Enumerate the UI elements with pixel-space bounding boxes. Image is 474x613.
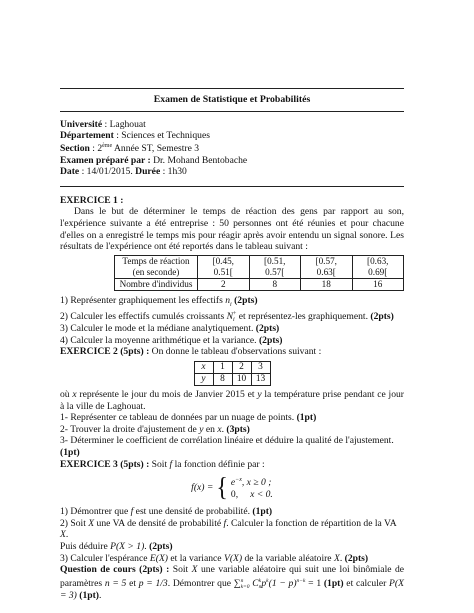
table-cell: [0.45, 0.51[: [198, 255, 250, 278]
table-cell: 2: [232, 362, 251, 374]
department-line: Département : Sciences et Techniques: [60, 130, 210, 141]
exam-title: Examen de Statistique et Probabilités: [153, 94, 311, 105]
date-line: Date : 14/01/2015. Durée : 1h30: [60, 166, 187, 178]
exam-info-block: [60, 112, 404, 186]
course-question: Question de cours (2pts) : Soit X une variable aléatoire qui suit une loi binômiale de paramètres n = 5 et p = 1/3. Démontrer que ∑ n k=0 C k n $p^k(1 - p)^{n-k} = 1$ (1pt) et calculer P(X = 3) (1pt).: [60, 564, 405, 601]
table-cell: 8: [249, 278, 301, 290]
author-line: Examen préparé par : Dr. Mohand Bentobache: [60, 155, 248, 166]
exercise-2-question-1: 1- Représenter ce tableau de données par un nuage de points. (1pt): [60, 412, 317, 424]
table-row: [115, 278, 404, 290]
table-row: [115, 255, 404, 278]
exercise-1-question-3: 3) Calculer le mode et la médiane analytiquement. (2pts): [60, 323, 280, 335]
info-rule: [60, 186, 404, 187]
table-cell: [0.63, 0.69[: [352, 255, 404, 278]
observations-table: [194, 361, 271, 386]
table-cell: 1: [213, 362, 232, 374]
exercise-1-question-2: 2) Calculer les effectifs cumulés croissants N + i et représentez-les graphiquement. (2pts): [60, 311, 394, 324]
university-line: Université : Laghouat: [60, 118, 146, 130]
exercise-3-heading: EXERCICE 3 (5pts) : Soit f la fonction définie par :: [60, 458, 265, 470]
function-cases: [231, 475, 273, 500]
exercise-2-question-2: 2- Trouver la droite d'ajustement de y en x. (3pts): [60, 423, 250, 435]
exam-page: [60, 88, 404, 601]
exercise-1-question-4: 4) Calculer la moyenne arithmétique et la variance. (2pts): [60, 334, 283, 346]
table-cell: 10: [232, 374, 251, 386]
exercise-1-intro: Dans le but de déterminer le temps de réaction des gens par rapport au son, l'expérience suivante a été entreprise : 50 personnes ont été réunies et pour chacune d'elles on a enregistré le temps mis pour réagir après avoir entendu un signal sonore. Les résultats de l'expérience ont été reportés dans le tableau suivant :: [60, 206, 404, 253]
table-cell: 13: [251, 374, 270, 386]
table-header-cell: x: [194, 362, 213, 374]
exercise-2-question-3: 3- Déterminer le coefficient de corrélation linéaire et déduire la qualité de l'ajustement. (1pt): [60, 435, 394, 459]
left-brace-icon: {: [216, 473, 228, 503]
table-cell: [0.57, 0.63[: [301, 255, 353, 278]
table-row: [194, 362, 270, 374]
exercise-2-description: où x représente le jour du mois de Janvier 2015 et y la température prise pendant ce jour à la ville de Laghouat.: [60, 389, 404, 412]
table-cell: 16: [352, 278, 404, 290]
table-cell: 2: [198, 278, 250, 290]
case-negative: 0, x < 0.: [230, 488, 273, 500]
table-row: [194, 374, 270, 386]
density-function: [60, 473, 404, 503]
reaction-time-table: [114, 255, 404, 291]
table-header-cell: y: [194, 374, 213, 386]
exercise-1-title: EXERCICE 1 :: [60, 194, 124, 206]
section-line: Section : 2ème Année ST, Semestre 3: [60, 143, 200, 155]
exercise-3-question-2: 2) Soit X une VA de densité de probabilité f. Calculer la fonction de répartition de la VA X.: [60, 517, 397, 541]
table-cell: [0.51, 0.57[: [249, 255, 301, 278]
case-positive: $e^{-x}$, x ≥ 0 ;: [230, 477, 272, 489]
exercise-3-question-3: 3) Calculer l'espérance E(X) et la variance V(X) de la variable aléatoire X. (2pts): [60, 552, 369, 564]
table-cell: 18: [301, 278, 353, 290]
table-cell: 3: [251, 362, 270, 374]
table-header-cell: Temps de réaction (en seconde): [115, 255, 198, 278]
table-cell: 8: [213, 374, 232, 386]
exercise-2-heading: EXERCICE 2 (5pts) : On donne le tableau d'observations suivant :: [60, 346, 322, 358]
function-label: f(x) =: [191, 481, 214, 493]
exercise-1-question-1: 1) Représenter graphiquement les effectifs $n_i$ (2pts): [60, 294, 258, 308]
exercise-3-question-1: 1) Démontrer que f est une densité de probabilité. (1pt): [60, 506, 273, 518]
exercise-3-question-2b: Puis déduire P(X > 1). (2pts): [60, 541, 173, 552]
table-header-cell: Nombre d'individus: [115, 278, 198, 290]
